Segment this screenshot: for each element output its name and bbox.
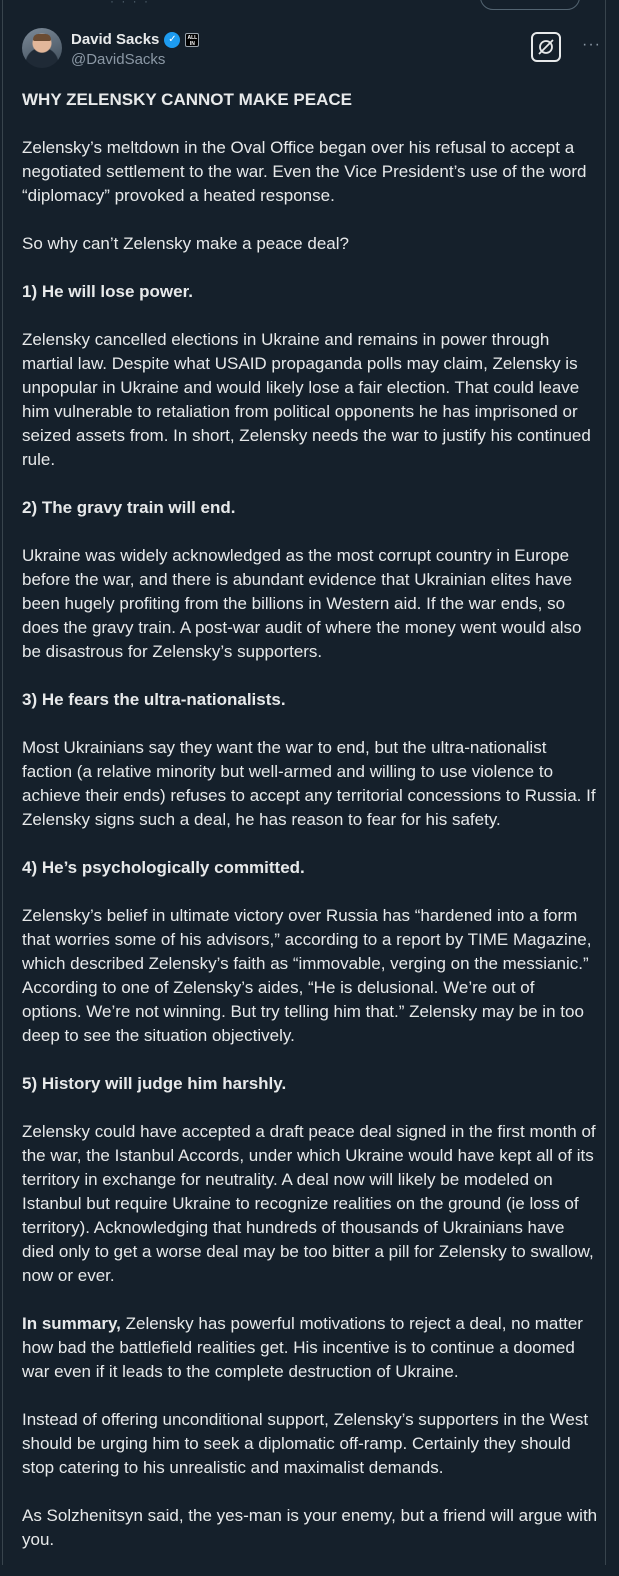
reason-body: Most Ukrainians say they want the war to end, but the ultra-nationalist faction (a relative minority but well-armed and willing to use violence to achieve their ends) refuses to accept any territorial concessions to Russia. If Zelensky signs such a deal, he has reason to fear for his safety. <box>22 738 596 829</box>
summary-lead: In summary, <box>22 1314 121 1333</box>
reason-heading: 5) History will judge him harshly. <box>22 1074 287 1093</box>
reason-body: Zelensky’s belief in ultimate victory over Russia has “hardened into a form that worries some of his advisors,” according to a report by TIME Magazine, which described Zelensky’s faith as “immovable, verging on the messianic.” According to one of Zelensky’s aides, “He is delusional. We’re out of options. We’re not winning. But try telling him that.” Zelensky may be in too deep to see the situation objectively. <box>22 906 592 1045</box>
post-question: So why can’t Zelensky make a peace deal? <box>22 234 349 253</box>
reason-heading: 4) He’s psychologically committed. <box>22 858 305 877</box>
timeline-left-border <box>2 0 3 1565</box>
grok-button[interactable] <box>531 32 561 62</box>
avatar[interactable] <box>22 28 62 68</box>
post-title: WHY ZELENSKY CANNOT MAKE PEACE <box>22 90 352 109</box>
reason-heading: 1) He will lose power. <box>22 282 193 301</box>
reason-body: Ukraine was widely acknowledged as the most corrupt country in Europe before the war, and there is abundant evidence that Ukrainian elites have been hugely profiting from the billions in Western aid. If the war ends, so does the gravy train. A post-war audit of where the money went would also be disastrous for Zelensky’s supporters. <box>22 546 582 661</box>
previous-post-button[interactable] <box>480 0 580 10</box>
verified-badge-icon[interactable]: ✓ <box>164 32 180 48</box>
reason-heading: 2) The gravy train will end. <box>22 498 236 517</box>
affiliation-badge[interactable] <box>185 33 199 47</box>
timeline-right-border <box>605 0 606 1565</box>
post-summary <box>22 1312 598 1384</box>
reason-body: Zelensky could have accepted a draft peace deal signed in the first month of the war, the Istanbul Accords, under which Ukraine would have kept all of its territory in exchange for neutrality. A deal now will likely be modeled on Istanbul but require Ukraine to recognize realities on the ground (ie loss of territory). Acknowledging that hundreds of thousands of Ukrainians have died only to get a worse deal may be too bitter a pill for Zelensky to swallow, now or ever. <box>22 1122 596 1285</box>
author-handle[interactable]: @DavidSacks <box>71 51 166 68</box>
affiliation-badge-label: ALL IN <box>187 34 198 47</box>
author-name-row <box>71 31 199 48</box>
previous-post-edge <box>0 0 619 8</box>
post-closing: As Solzhenitsyn said, the yes-man is your enemy, but a friend will argue with you. <box>22 1506 598 1549</box>
author-display-name[interactable]: David Sacks <box>71 31 160 48</box>
post-text <box>22 88 598 1576</box>
post-recommendation: Instead of offering unconditional support, Zelensky’s supporters in the West should be urging him to seek a diplomatic off-ramp. Certainly they should stop catering to his unrealistic and maximalist demands. <box>22 1410 589 1477</box>
grok-icon <box>536 37 556 57</box>
reason-body: Zelensky cancelled elections in Ukraine and remains in power through martial law. Despite what USAID propaganda polls may claim, Zelensky is unpopular in Ukraine and would likely lose a fair election. That could leave him vulnerable to retaliation from political opponents he has imprisoned or seized assets from. In short, Zelensky needs the war to justify his continued rule. <box>22 330 591 469</box>
summary-body: Zelensky has powerful motivations to reject a deal, no matter how bad the battlefield realities get. His incentive is to continue a doomed war even if it leads to the complete destruction of Ukraine. <box>22 1314 583 1381</box>
more-options-icon[interactable]: ··· <box>582 36 601 53</box>
post-intro: Zelensky’s meltdown in the Oval Office began over his refusal to accept a negotiated settlement to the war. Even the Vice President’s use of the word “diplomacy” provoked a heated response. <box>22 138 587 205</box>
post-header <box>22 28 601 74</box>
reason-heading: 3) He fears the ultra-nationalists. <box>22 690 286 709</box>
previous-post-remnant: · · · · <box>110 0 150 8</box>
